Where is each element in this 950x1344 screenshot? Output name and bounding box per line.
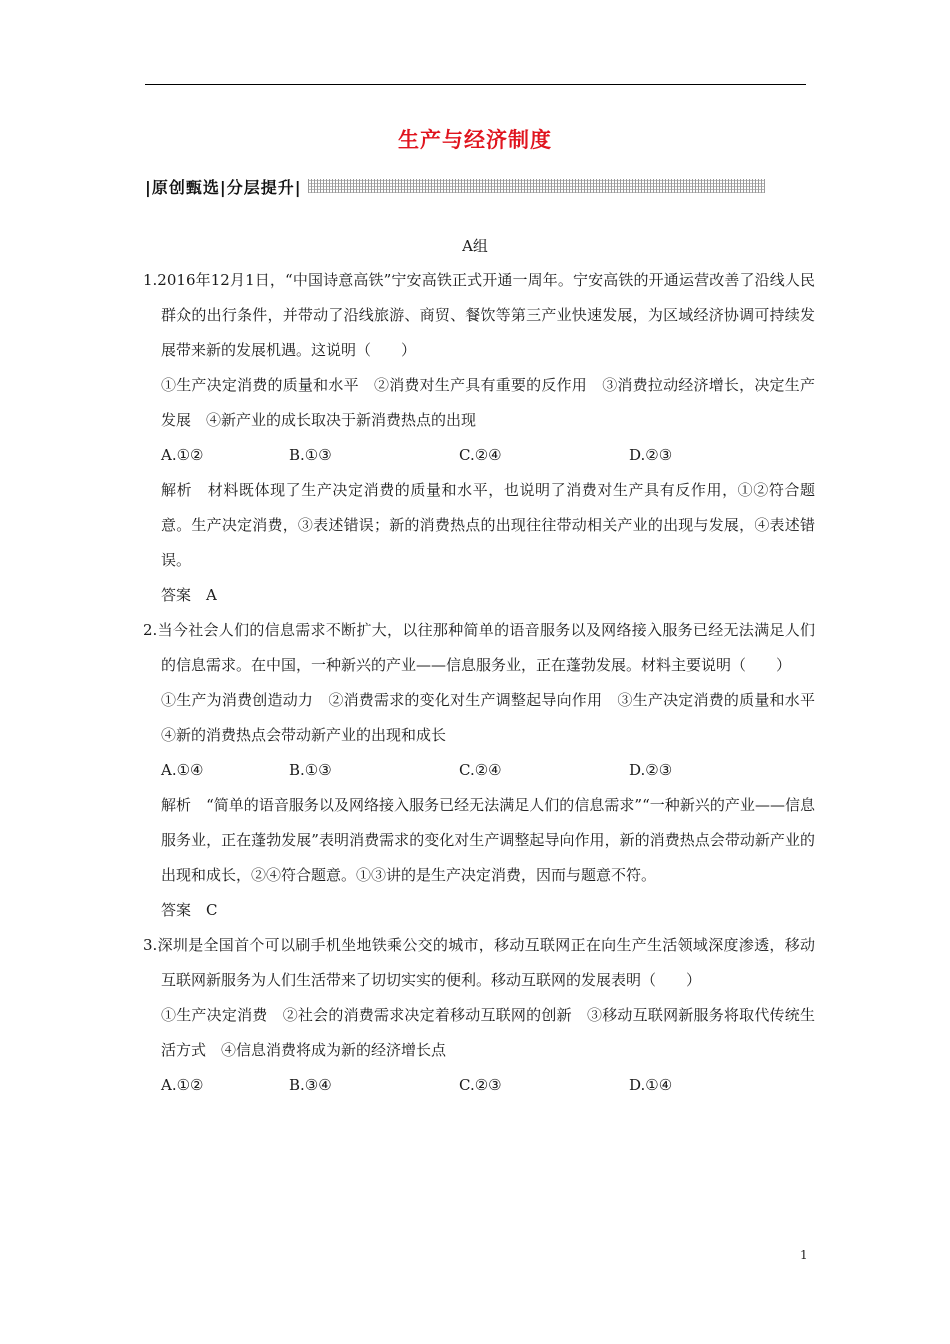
question-2: [143, 613, 831, 928]
question-statements: ①生产决定消费 ②社会的消费需求决定着移动互联网的创新 ③移动互联网新服务将取代传统生活方式 ④信息消费将成为新的经济增长点: [161, 1006, 815, 1059]
option-b: B.①③: [289, 446, 332, 464]
option-c: C.②③: [459, 1076, 502, 1094]
option-row: [143, 753, 815, 788]
question-1: [143, 263, 815, 613]
option-d: D.②③: [629, 446, 673, 464]
question-stem: 2.当今社会人们的信息需求不断扩大，以往那种简单的语音服务以及网络接入服务已经无法满足人们的信息需求。在中国，一种新兴的产业——信息服务业，正在蓬勃发展。材料主要说明（ ）: [143, 621, 815, 674]
question-analysis: 解析 材料既体现了生产决定消费的质量和水平，也说明了消费对生产具有反作用，①②符合题意。生产决定消费，③表述错误；新的消费热点的出现往往带动相关产业的出现与发展，④表述错误。: [161, 481, 815, 569]
question-stem: 3.深圳是全国首个可以刷手机坐地铁乘公交的城市，移动互联网正在向生产生活领域深度渗透，移动互联网新服务为人们生活带来了切切实实的便利。移动互联网的发展表明（ ）: [143, 936, 815, 989]
option-row: [143, 438, 815, 473]
banner-hatch-pattern: [308, 179, 765, 193]
option-d: D.①④: [629, 1076, 673, 1094]
option-c: C.②④: [459, 761, 502, 779]
question-statements: ①生产为消费创造动力 ②消费需求的变化对生产调整起导向作用 ③生产决定消费的质量和水平 ④新的消费热点会带动新产业的出现和成长: [161, 691, 831, 744]
header-rule: [145, 84, 806, 85]
option-d: D.②③: [629, 761, 673, 779]
page-number: 1: [800, 1248, 808, 1262]
question-3: [143, 928, 815, 1103]
section-banner: [145, 172, 765, 200]
option-b: B.③④: [289, 1076, 332, 1094]
question-stem: 1.2016年12月1日，“中国诗意高铁”宁安高铁正式开通一周年。宁安高铁的开通运营改善了沿线人民群众的出行条件，并带动了沿线旅游、商贸、餐饮等第三产业快速发展，为区域经济协调可持续发展带来新的发展机遇。这说明（ ）: [143, 271, 815, 359]
question-answer: 答案 C: [161, 901, 218, 919]
page-title: 生产与经济制度: [398, 127, 552, 152]
option-c: C.②④: [459, 446, 502, 464]
option-row: [143, 1068, 815, 1103]
option-a: A.①②: [161, 1076, 204, 1094]
banner-text: |原创甄选|分层提升|: [145, 177, 302, 197]
option-a: A.①④: [161, 761, 204, 779]
question-statements: ①生产决定消费的质量和水平 ②消费对生产具有重要的反作用 ③消费拉动经济增长，决定生产发展 ④新产业的成长取决于新消费热点的出现: [161, 376, 815, 429]
group-label: A组: [462, 237, 488, 255]
option-a: A.①②: [161, 446, 204, 464]
question-list: [143, 263, 831, 1103]
question-analysis: 解析 “简单的语音服务以及网络接入服务已经无法满足人们的信息需求”“一种新兴的产业——信息服务业，正在蓬勃发展”表明消费需求的变化对生产调整起导向作用，新的消费热点会带动新产业的出现和成长，②④符合题意。①③讲的是生产决定消费，因而与题意不符。: [161, 796, 815, 884]
question-answer: 答案 A: [161, 586, 217, 604]
option-b: B.①③: [289, 761, 332, 779]
